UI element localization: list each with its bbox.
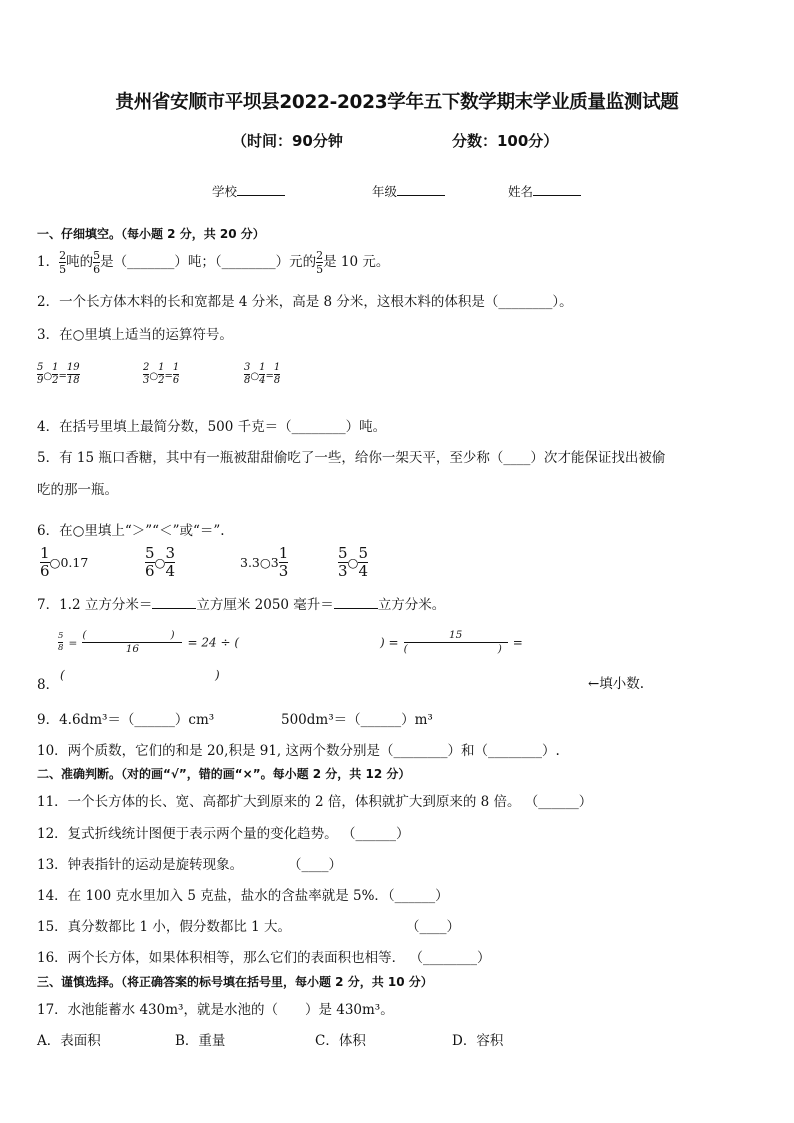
question-5-line-2: 吃的那一瓶。 [37, 482, 118, 498]
question-13: 13．钟表指针的运动是旋转现象。 [37, 857, 244, 873]
q1-text-1: 吨的 [66, 254, 94, 270]
q8-mid-text: = 24 ÷ ( [187, 635, 240, 650]
q7-text-a: 7．1.2 立方分米＝ [37, 597, 153, 613]
q8-formula-right[interactable] [380, 630, 523, 654]
q3-item-2[interactable] [143, 363, 179, 386]
frac: $\frac{5}{6}$ [145, 544, 155, 580]
q17-option-b[interactable]: B．重量 [175, 1033, 226, 1049]
frac: $\frac{1}{4}$ [259, 362, 266, 386]
frac: $\frac{1}{8}$ [273, 362, 281, 386]
circle-op: ○ [347, 555, 359, 570]
q6-item-3[interactable] [240, 546, 288, 579]
grade-blank[interactable] [397, 183, 445, 196]
frac: $\frac{2}{3}$ [143, 362, 150, 386]
grade-field [372, 182, 445, 200]
question-2[interactable]: 2．一个长方体木料的长和宽都是 4 分米，高是 8 分米，这根木料的体积是（________）。 [37, 294, 573, 310]
frac: $\frac{1}{2}$ [158, 362, 165, 386]
q8-formula-left[interactable] [58, 630, 239, 654]
question-14[interactable]: 14．在 100 克水里加入 5 克盐，盐水的含盐率就是 5%．（______） [37, 888, 449, 904]
question-15: 15．真分数都比 1 小，假分数都比 1 大。 [37, 919, 292, 935]
question-3: 3．在○里填上适当的运算符号。 [37, 327, 233, 343]
q1-f2-denominator: 6 [93, 263, 101, 276]
q8-tail: ←填小数. [588, 676, 645, 692]
q8-close-eq: ) = [380, 635, 399, 650]
q17-option-d[interactable]: D．容积 [452, 1033, 504, 1049]
q6-a-text: ○0.17 [49, 555, 89, 570]
time-label: （时间：90分钟 [232, 132, 343, 150]
q8-paren-close[interactable]: ) [215, 668, 220, 682]
q1-f2-numerator: 5 [93, 249, 101, 262]
question-6: 6．在○里填上“＞”“＜”或“＝”. [37, 523, 225, 539]
q6-item-4[interactable] [338, 546, 368, 579]
section-1-heading: 一、仔细填空。（每小题 2 分，共 20 分） [37, 227, 265, 241]
section-3-heading: 三、谨慎选择。（将正确答案的标号填在括号里，每小题 2 分，共 10 分） [37, 975, 433, 989]
q1-f1-denominator: 5 [59, 263, 67, 276]
page-title: 贵州省安顺市平坝县2022-2023学年五下数学期末学业质量监测试题 [115, 92, 679, 113]
q1-f3-numerator: 2 [316, 249, 324, 262]
q3-item-3[interactable] [244, 363, 280, 386]
question-10[interactable]: 10．两个质数，它们的和是 20,积是 91, 这两个数分别是（________）和（________）. [37, 743, 560, 759]
name-field [508, 182, 581, 200]
q8-paren-open[interactable]: ( [60, 668, 65, 682]
equals: = [265, 371, 274, 382]
name-label: 姓名 [508, 184, 534, 199]
frac: $\frac{1}{2}$ [52, 362, 59, 386]
equals: = [512, 635, 523, 650]
question-9a[interactable]: 9．4.6dm³＝（______）cm³ [37, 712, 215, 728]
q6-c-text: 3.3○3 [240, 555, 279, 570]
question-16[interactable]: 16．两个长方体，如果体积相等，那么它们的表面积也相等． （________） [37, 950, 491, 966]
equals: = [58, 371, 67, 382]
name-blank[interactable] [533, 183, 581, 196]
circle-op: ○ [250, 371, 260, 382]
school-label: 学校 [212, 184, 238, 199]
q1-f3-denominator: 5 [316, 263, 324, 276]
q3-item-1[interactable] [37, 363, 80, 386]
frac: $\frac{5}{4}$ [358, 544, 369, 580]
frac: $\frac{3}{8}$ [244, 362, 251, 386]
circle-op: ○ [43, 371, 53, 382]
q8-fraction: $\frac{5}{8}$ [58, 631, 64, 653]
q1-text-3: 是 10 元。 [323, 254, 390, 270]
q7-blank-1[interactable] [152, 596, 196, 609]
question-7 [37, 593, 445, 613]
question-4[interactable]: 4．在括号里填上最简分数，500 千克＝（________）吨。 [37, 419, 387, 435]
school-field [212, 182, 285, 200]
frac: $\frac{5}{9}$ [37, 362, 44, 386]
frac: $\frac{5}{3}$ [338, 544, 348, 580]
q7-text-c: 立方分米。 [377, 597, 446, 613]
circle-op: ○ [149, 371, 159, 382]
q6-item-2[interactable] [145, 546, 175, 579]
q8-blank-fraction: $\frac{( )}{16}$ [82, 630, 182, 654]
question-5-line-1[interactable]: 5．有 15 瓶口香糖，其中有一瓶被甜甜偷吃了一些，给你一架天平，至少称（____）次才能保证找出被偷 [37, 450, 666, 466]
question-11[interactable]: 11．一个长方体的长、宽、高都扩大到原来的 2 倍，体积就扩大到原来的 8 倍。 （______） [37, 794, 593, 810]
circle-op: ○ [154, 555, 166, 570]
question-1 [37, 250, 389, 275]
question-15-blank[interactable]: （____） [406, 919, 460, 935]
q6-item-1[interactable] [40, 546, 88, 579]
q1-f1-numerator: 2 [59, 249, 67, 262]
q7-text-b: 立方厘米 2050 毫升＝ [196, 597, 334, 613]
frac: $\frac{1}{3}$ [278, 544, 289, 580]
school-blank[interactable] [237, 183, 285, 196]
frac: $\frac{1}{6}$ [172, 362, 180, 386]
q7-blank-2[interactable] [334, 596, 378, 609]
section-2-heading: 二、准确判断。（对的画“√”，错的画“×”。每小题 2 分，共 12 分） [37, 767, 411, 781]
q8-fraction-15: $\frac{15}{( )}$ [404, 630, 508, 654]
question-12[interactable]: 12．复式折线统计图便于表示两个量的变化趋势。 （______） [37, 826, 410, 842]
grade-label: 年级 [372, 184, 398, 199]
frac: $\frac{3}{4}$ [165, 544, 176, 580]
question-17[interactable]: 17．水池能蓄水 430m³，就是水池的（ ）是 430m³。 [37, 1002, 394, 1018]
score-label: 分数：100分） [452, 132, 559, 150]
equals: = [164, 371, 173, 382]
equals: = [68, 637, 78, 650]
question-13-blank[interactable]: （____） [288, 857, 342, 873]
frac: $\frac{19}{18}$ [66, 362, 80, 386]
frac: $\frac{1}{6}$ [40, 544, 50, 580]
q1-text-2[interactable]: 是（_______）吨；（________）元的 [100, 254, 317, 270]
q1-number: 1． [37, 254, 60, 270]
q17-option-a[interactable]: A．表面积 [37, 1033, 101, 1049]
question-9b[interactable]: 500dm³＝（______）m³ [281, 712, 433, 728]
question-8-number: 8． [37, 677, 60, 693]
q17-option-c[interactable]: C．体积 [315, 1033, 366, 1049]
